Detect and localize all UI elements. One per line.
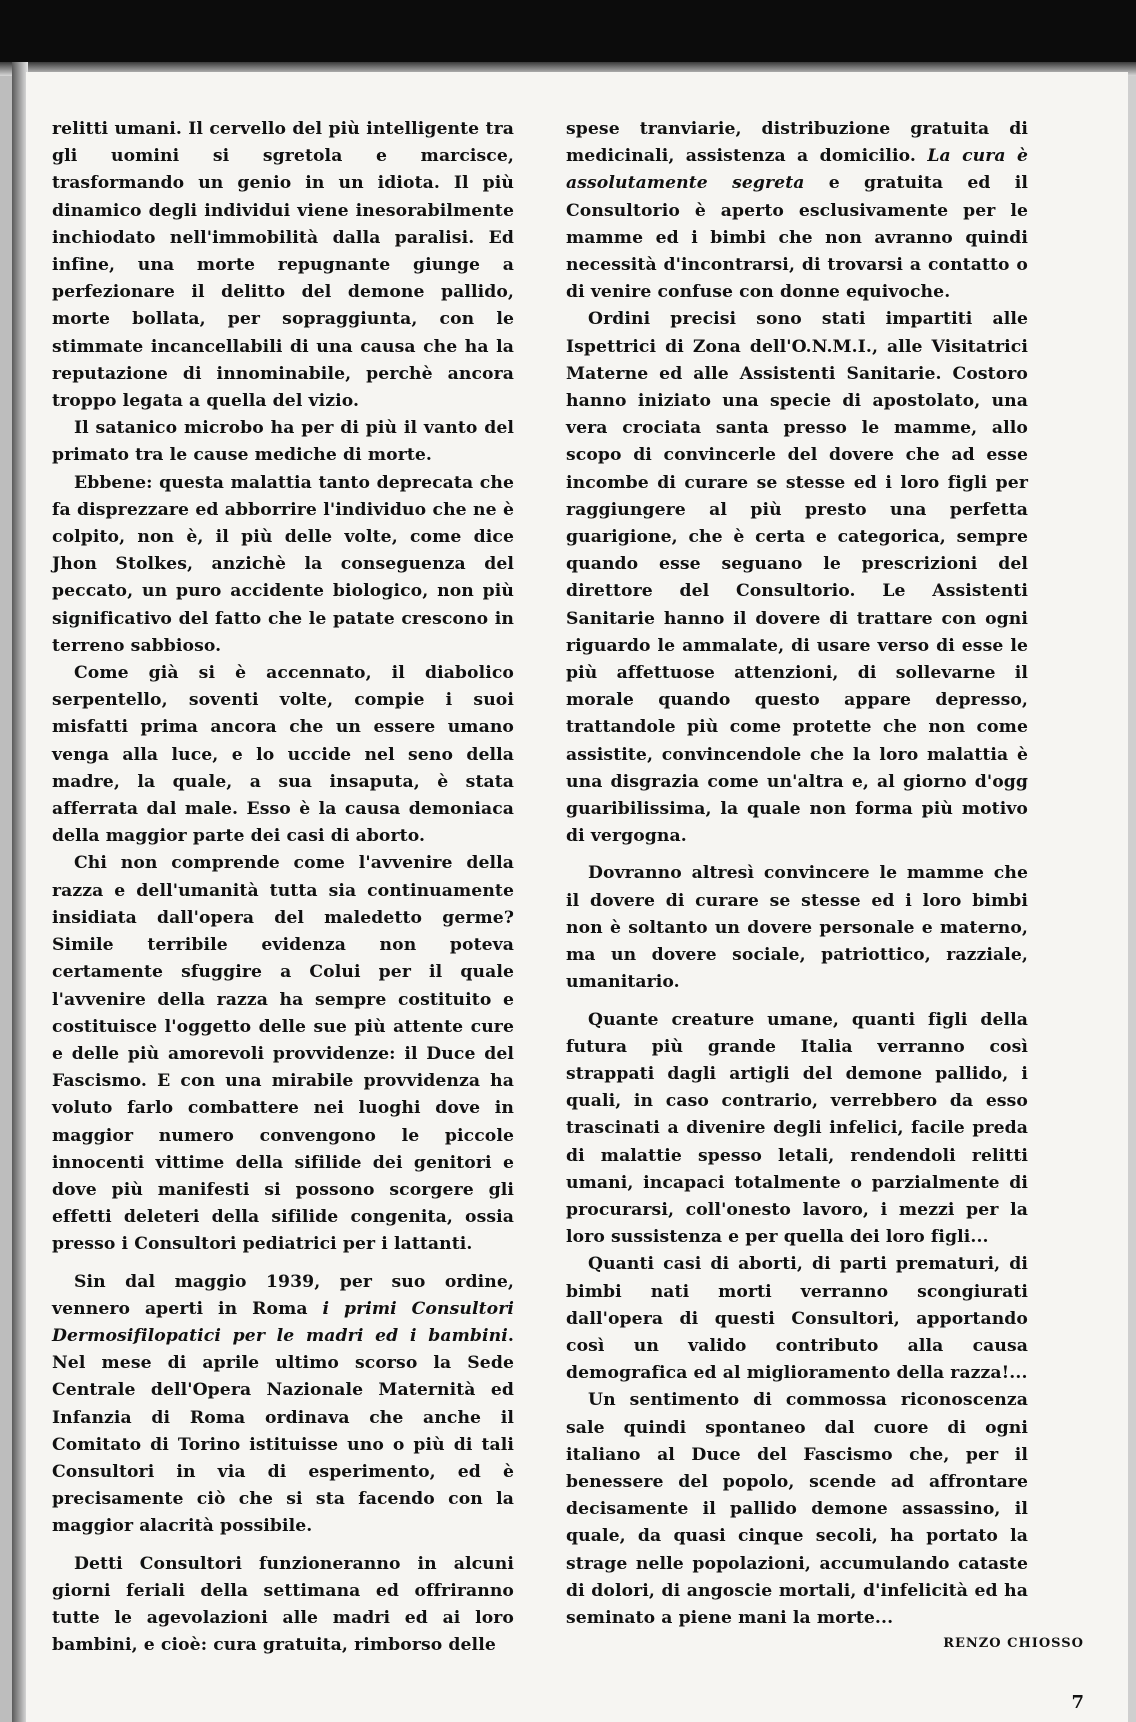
- paragraph: relitti umani. Il cervello del più intelligente tra gli uomini si sgretola e marcisce, trasformando un genio in un idiota. Il più dinamico degli individui viene inesorabilmente inchiodato nell'immobilità dalla paralisi. Ed infine, una morte repugnante giunge a perfezionare il delitto del demone pallido, morte bollata, per sopraggiunta, con le stimmate incancellabili di una causa che ha la reputazione di innominabile, perchè ancora troppo legata a quella del vizio.: [52, 119, 514, 412]
- emphasis-text: i primi Consultori Dermosifilopatici per le madri ed i bambini: [52, 1298, 514, 1346]
- author-signature: RENZO CHIOSSO: [943, 1636, 1084, 1651]
- paragraph-text: spese tranviarie, distribuzione gratuita di medicinali, assistenza a domicilio.: [566, 119, 1028, 167]
- scan-top-border: [0, 0, 1136, 62]
- scan-left-border: [0, 62, 12, 1722]
- paragraph: [52, 1269, 514, 1541]
- magazine-page: [26, 72, 1128, 1722]
- emphasis-text: La cura è assolutamente segreta: [566, 146, 1028, 194]
- paragraph: Un sentimento di commossa riconoscenza sale quindi spontaneo dal cuore di ogni italiano al Duce del Fascismo che, per il benessere del popolo, scende ad affrontare decisamente il pallido demone assassino, il quale, da quasi cinque secoli, ha portato la strage nelle popolazioni, accumulando cataste di dolori, di angoscie mortali, d'infelicità ed ha seminato a piene mani la morte...: [566, 1390, 1028, 1628]
- paragraph: Il satanico microbo ha per di più il vanto del primato tra le cause mediche di morte.: [52, 418, 514, 466]
- paragraph-text: . Nel mese di aprile ultimo scorso la Sede Centrale dell'Opera Nazionale Maternità ed Infanzia di Roma ordinava che anche il Comitato di Torino istituisse uno o più di tali Consultori in via di esperimento, ed è precisamente ciò che si sta facendo con la maggior alacrità possibile.: [52, 1325, 514, 1537]
- paragraph-text: e gratuita ed il Consultorio è aperto esclusivamente per le mamme ed i bimbi che non avranno quindi necessità d'incontrarsi, di trovarsi a contatto o di venire confuse con donne equivoche.: [566, 173, 1028, 303]
- paragraph: Chi non comprende come l'avvenire della razza e dell'umanità tutta sia continuamente insidiata dall'opera del maledetto germe? Simile terribile evidenza non poteva certamente sfuggire a Colui per il quale l'avvenire della razza ha sempre costituito e costituisce l'oggetto delle sue più attente cure e delle più amorevoli provvidenze: il Duce del Fascismo. E con una mirabile provvidenza ha voluto farlo combattere nei luoghi dove in maggior numero convengono le piccole innocenti vittime della sifilide dei genitori e dove più manifesti si possono scorgere gli effetti deleteri della sifilide congenita, ossia presso i Consultori pediatrici per i lattanti.: [52, 853, 514, 1255]
- paragraph: [566, 116, 1028, 306]
- paragraph: Dovranno altresì convincere le mamme che il dovere di curare se stesse ed i loro bimbi non è soltanto un dovere personale e materno, ma un dovere sociale, patriottico, razziale, umanitario.: [566, 863, 1028, 993]
- paragraph: Ordini precisi sono stati impartiti alle Ispettrici di Zona dell'O.N.M.I., alle Visitatrici Materne ed alle Assistenti Sanitarie. Costoro hanno iniziato una specie di apostolato, una vera crociata santa presso le mamme, allo scopo di convincerle del dovere che ad esse incombe di curare se stesse ed i loro figli per raggiungere al più presto una perfetta guarigione, che è certa e categorica, sempre quando esse seguano le prescrizioni del direttore del Consultorio. Le Assistenti Sanitarie hanno il dovere di trattare con ogni riguardo le ammalate, di usare verso di esse le più affettuose attenzioni, di sollevarne il morale quando questo appare depresso, trattandole più come protette che non come assistite, convincendole che la loro malattia è una disgrazia come un'altra e, al giorno d'ogg guaribilissima, la quale non forma più motivo di vergogna.: [566, 309, 1028, 847]
- paragraph: Quanti casi di aborti, di parti prematuri, di bimbi nati morti verranno scongiurati dall'opera di questi Consultori, apportando così un valido contributo alla causa demografica ed al miglioramento della razza!...: [566, 1254, 1028, 1384]
- paragraph: Quante creature umane, quanti figli della futura più grande Italia verranno così strappati dagli artigli del demone pallido, i quali, in caso contrario, verrebbero da esso trascinati a divenire degli infelici, facile preda di malattie spesso letali, rendendoli relitti umani, incapaci totalmente o parzialmente di procurarsi, coll'onesto lavoro, i mezzi per la loro sussistenza e per quella dei loro figli...: [566, 1009, 1028, 1248]
- paragraph-text: Sin dal maggio 1939, per suo ordine, vennero aperti in Roma: [52, 1271, 514, 1319]
- right-column: [566, 116, 1028, 1632]
- paragraph: Ebbene: questa malattia tanto deprecata che fa disprezzare ed abborrire l'individuo che ne è colpito, non è, il più delle volte, come dice Jhon Stolkes, anzichè la conseguenza del peccato, un puro accidente biologico, non più significativo del fatto che le patate crescono in terreno sabbioso.: [52, 472, 514, 656]
- paragraph: Come già si è accennato, il diabolico serpentello, soventi volte, compie i suoi misfatti prima ancora che un essere umano venga alla luce, e lo uccide nel seno della madre, la quale, a sua insaputa, è stata afferrata dal male. Esso è la causa demoniaca della maggior parte dei casi di aborto.: [52, 663, 514, 847]
- left-column: [52, 116, 514, 1659]
- paragraph: Detti Consultori funzioneranno in alcuni giorni feriali della settimana ed offriranno tutte le agevolazioni alle madri ed ai loro bambini, e cioè: cura gratuita, rimborso delle: [52, 1553, 514, 1656]
- page-number: 7: [1071, 1692, 1084, 1713]
